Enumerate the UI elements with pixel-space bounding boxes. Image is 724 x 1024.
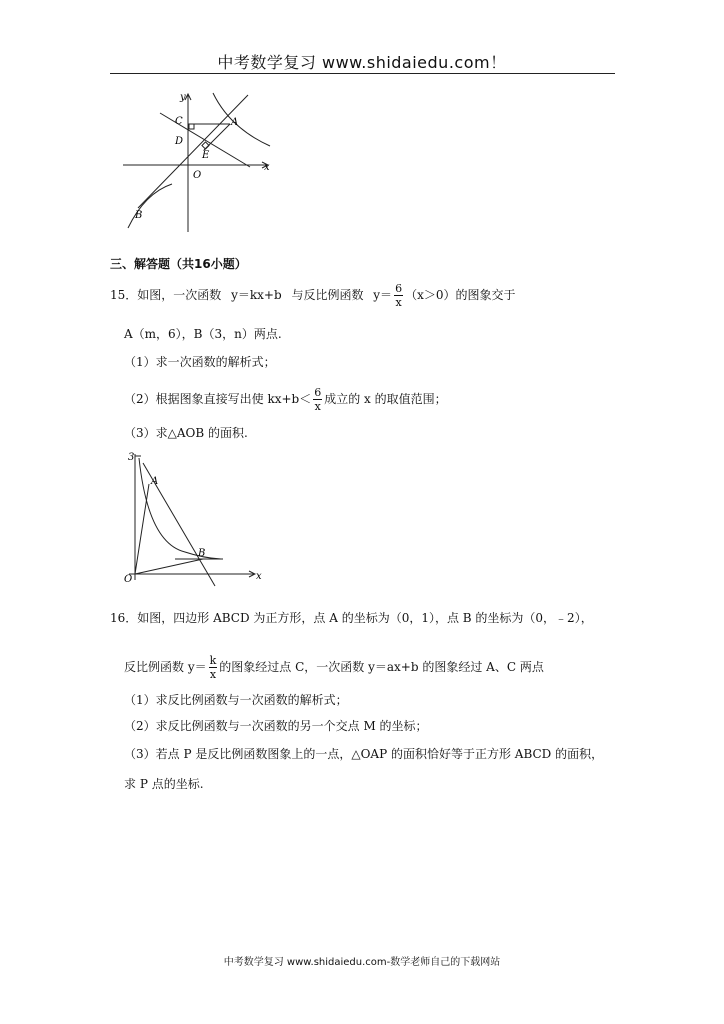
fig2-segment-ob <box>135 559 203 574</box>
q15-sub2-fraction <box>313 387 322 412</box>
q16-frac-den: x <box>209 668 217 681</box>
q16-line2 <box>124 655 544 680</box>
q16-sub3-cont: 求 P 点的坐标. <box>124 777 204 791</box>
q16-line2-text-a: 反比例函数 y＝ <box>124 660 207 674</box>
fig2-label-o: O <box>124 574 133 585</box>
q15-line1-text-a: 15．如图，一次函数 y＝kx+b 与反比例函数 y＝ <box>110 288 393 302</box>
fig1-hyperbola-lower <box>128 184 172 228</box>
q15-sub3: （3）求△AOB 的面积. <box>124 426 248 440</box>
q16-line1: 16．如图，四边形 ABCD 为正方形，点 A 的坐标为（0，1），点 B 的坐标为（0，﹣2）， <box>110 611 593 625</box>
q15-sub2 <box>124 387 447 412</box>
fig1-hyperbola-upper <box>213 93 270 146</box>
q15-sub2-frac-num: 6 <box>314 386 322 399</box>
q15-sub2-frac-den: x <box>314 400 321 413</box>
fig1-label-x: x <box>264 162 270 173</box>
q15-line1 <box>110 283 515 308</box>
q15-frac-den: x <box>395 296 402 309</box>
page-footer: 中考数学复习 www.shidaiedu.com-数学老师自己的下载网站 <box>223 957 501 968</box>
fig2-label-3: 3 <box>128 452 135 463</box>
q15-frac-num: 6 <box>395 282 403 295</box>
section-title: 三、解答题（共16小题） <box>110 257 247 271</box>
fig1-right-angle-c <box>189 124 194 129</box>
fig1-label-o: O <box>193 170 202 181</box>
fig1-label-c: C <box>175 116 183 127</box>
header-divider <box>110 73 615 74</box>
q15-line1-text-b: （x＞0）的图象交于 <box>405 288 516 302</box>
fig1-label-b: B <box>135 210 143 221</box>
q16-sub2: （2）求反比例函数与一次函数的另一个交点 M 的坐标； <box>124 719 428 733</box>
figure-2-graph <box>115 448 270 588</box>
figure-1-graph <box>120 88 275 233</box>
fig2-segment-oa <box>135 484 149 574</box>
fig2-label-x: x <box>256 571 262 582</box>
q16-line2-text-b: 的图象经过点 C，一次函数 y＝ax+b 的图象经过 A、C 两点 <box>219 660 544 674</box>
q16-frac-num: k <box>209 654 217 667</box>
q15-fraction <box>394 283 403 308</box>
fig1-label-y: y <box>180 92 186 103</box>
q15-line2: A（m，6），B（3，n）两点. <box>124 327 282 341</box>
fig1-label-a: A <box>231 117 239 128</box>
fig1-line-through-origin <box>138 95 248 208</box>
q16-fraction <box>209 655 218 680</box>
fig2-label-a: A <box>151 476 159 487</box>
q16-sub3: （3）若点 P 是反比例函数图象上的一点，△OAP 的面积恰好等于正方形 ABCD 的面积， <box>124 747 604 761</box>
page-header-title: 中考数学复习 www.shidaiedu.com！ <box>217 53 507 72</box>
q15-sub1: （1）求一次函数的解析式； <box>124 355 276 369</box>
q16-sub1: （1）求反比例函数与一次函数的解析式； <box>124 693 348 707</box>
q15-sub2-text-a: （2）根据图象直接写出使 kx+b＜ <box>124 392 312 406</box>
fig1-label-e: E <box>202 150 210 161</box>
fig2-label-b: B <box>198 548 206 559</box>
fig2-hyperbola <box>139 458 221 559</box>
fig1-label-d: D <box>175 136 184 147</box>
q15-sub2-text-b: 成立的 x 的取值范围； <box>324 392 447 406</box>
